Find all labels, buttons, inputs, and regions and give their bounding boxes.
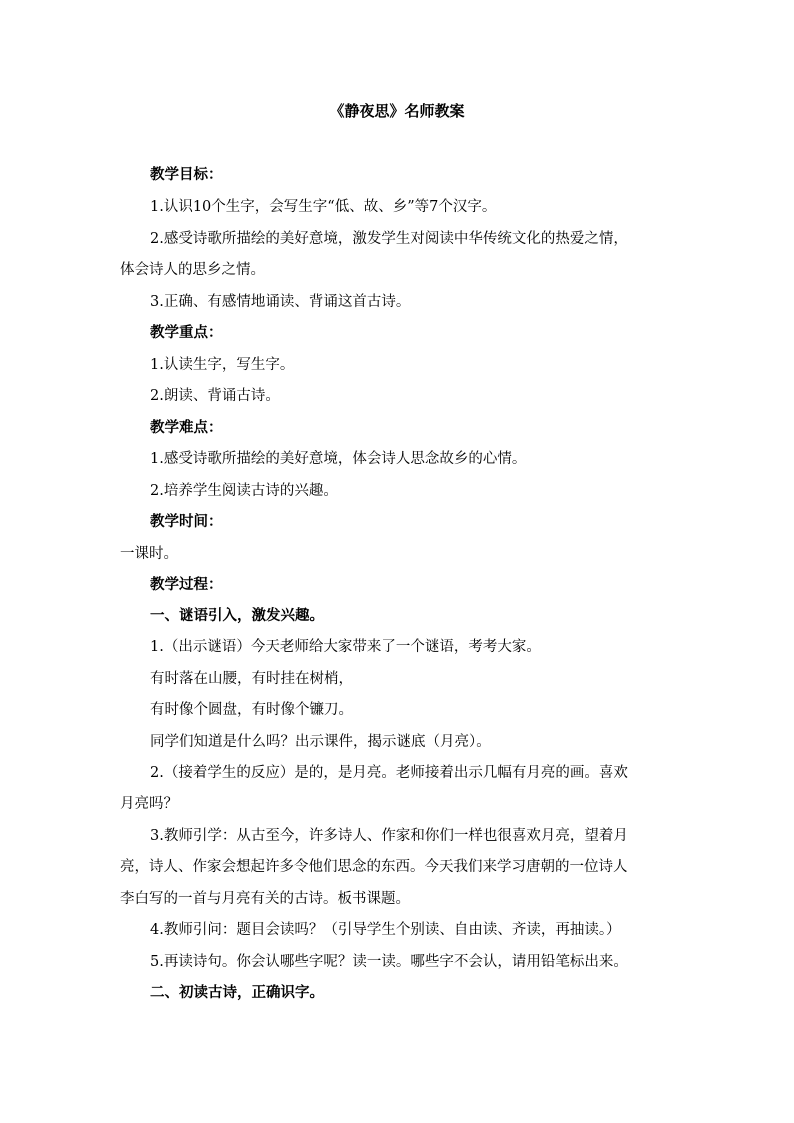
- heading-difficulties: 教学难点：: [150, 419, 223, 436]
- heading-key-points: 教学重点：: [150, 324, 223, 341]
- step-2-continued: 月亮吗？: [120, 796, 178, 812]
- section-1-heading: 一、谜语引入，激发兴趣。: [150, 607, 324, 624]
- difficulty-2: 2.培养学生阅读古诗的兴趣。: [150, 483, 338, 499]
- step-3-continued-2: 李白写的一首与月亮有关的古诗。板书课题。: [120, 891, 410, 907]
- step-1: 1.（出示谜语）今天老师给大家带来了一个谜语，考考大家。: [150, 639, 541, 655]
- step-4: 4.教师引问：题目会读吗？（引导学生个别读、自由读、齐读，再抽读。）: [150, 922, 621, 938]
- step-3-continued-1: 亮，诗人、作家会想起许多令他们思念的东西。今天我们来学习唐朝的一位诗人: [120, 859, 628, 875]
- objective-3: 3.正确、有感情地诵读、背诵这首古诗。: [150, 294, 411, 310]
- objective-2-continued: 体会诗人的思乡之情。: [120, 262, 265, 278]
- difficulty-1: 1.感受诗歌所描绘的美好意境，体会诗人思念故乡的心情。: [150, 451, 527, 467]
- riddle-answer: 同学们知道是什么吗？出示课件，揭示谜底（月亮）。: [150, 734, 491, 750]
- document-title: 《静夜思》名师教案: [329, 102, 465, 120]
- key-point-1: 1.认读生字，写生字。: [150, 357, 295, 373]
- heading-teaching-objectives: 教学目标：: [150, 166, 223, 183]
- section-2-heading: 二、初读古诗，正确识字。: [150, 984, 324, 1001]
- objective-1: 1.认识10个生字，会写生字“低、故、乡”等7个汉字。: [150, 199, 497, 215]
- objective-2: 2.感受诗歌所描绘的美好意境，激发学生对阅读中华传统文化的热爱之情，: [150, 231, 628, 247]
- step-2: 2.（接着学生的反应）是的，是月亮。老师接着出示几幅有月亮的画。喜欢: [150, 765, 628, 781]
- heading-teaching-time: 教学时间：: [150, 513, 223, 530]
- step-5: 5.再读诗句。你会认哪些字呢？读一读。哪些字不会认，请用铅笔标出来。: [150, 954, 628, 970]
- riddle-line-2: 有时像个圆盘，有时像个镰刀。: [150, 702, 353, 718]
- teaching-time-value: 一课时。: [120, 546, 178, 562]
- heading-teaching-process: 教学过程：: [150, 576, 223, 593]
- step-3: 3.教师引学：从古至今，许多诗人、作家和你们一样也很喜欢月亮，望着月: [150, 828, 628, 844]
- riddle-line-1: 有时落在山腰，有时挂在树梢，: [150, 671, 353, 687]
- key-point-2: 2.朗读、背诵古诗。: [150, 388, 280, 404]
